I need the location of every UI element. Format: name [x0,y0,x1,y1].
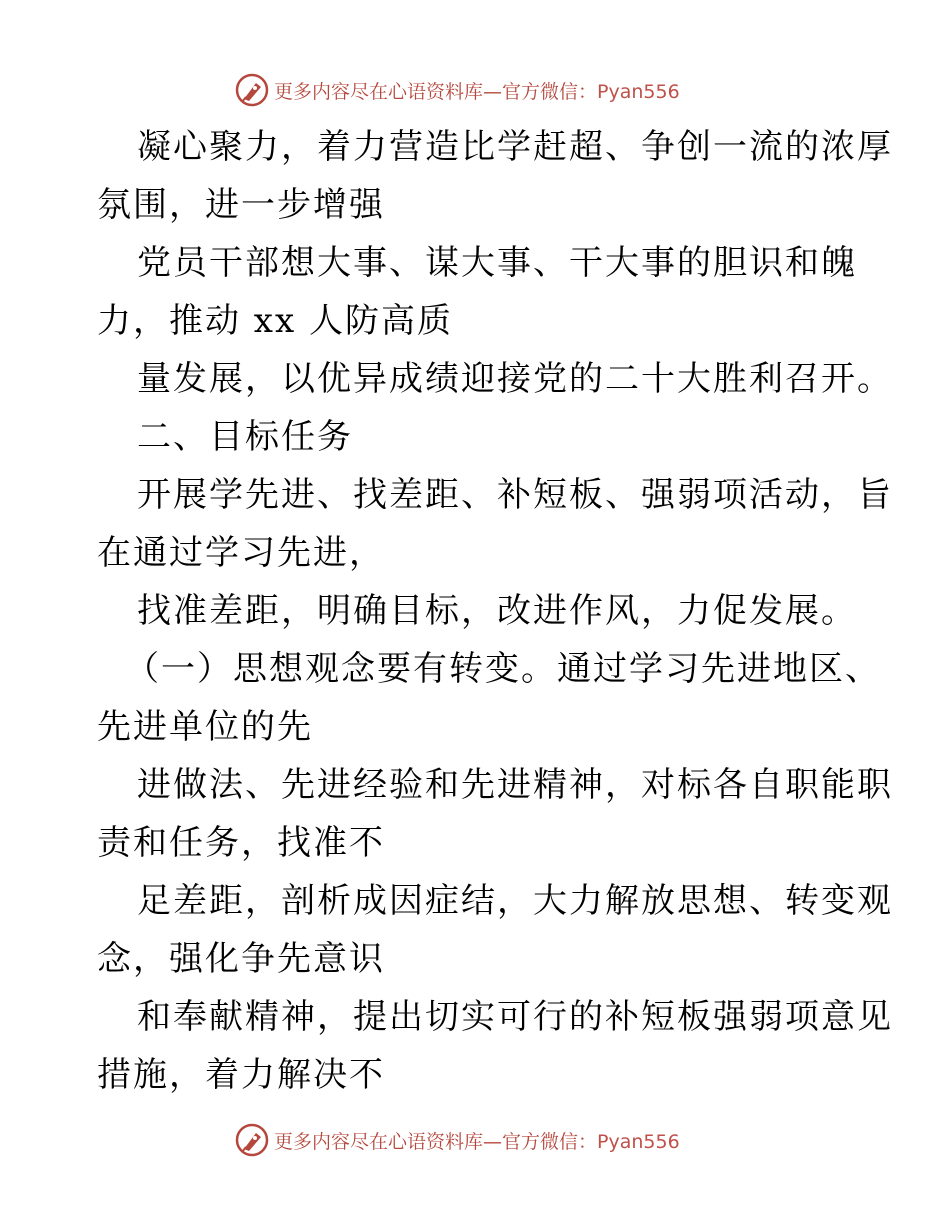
header-watermark [234,72,680,108]
paragraph-line: 进做法、先进经验和先进精神，对标各自职能职 [137,765,893,805]
paragraph-line: 和奉献精神，提出切实可行的补短板强弱项意见 [137,997,893,1037]
pen-nib-circle-icon [234,1122,270,1158]
paragraph-line: 念，强化争先意识 [97,939,385,979]
footer-watermark [234,1122,680,1158]
watermark-text: 更多内容尽在心语资料库—官方微信：Pyan556 [274,80,680,103]
paragraph-line: 量发展，以优异成绩迎接党的二十大胜利召开。 [137,359,893,399]
paragraph-line: 凝心聚力，着力营造比学赶超、争创一流的浓厚 [137,127,893,167]
watermark-text: 更多内容尽在心语资料库—官方微信：Pyan556 [274,1130,680,1153]
subsection-heading: （一）思想观念要有转变。通过学习先进地区、 [125,649,881,689]
watermark-handle: Pyan556 [597,1130,680,1153]
paragraph-line: 在通过学习先进， [97,533,385,573]
paragraph-line: 责和任务，找准不 [97,823,385,863]
paragraph-line: 措施，着力解决不 [97,1055,385,1095]
paragraph-line: 先进单位的先 [97,707,313,747]
pen-nib-circle-icon [234,72,270,108]
paragraph-line: 足差距，剖析成因症结，大力解放思想、转变观 [137,881,893,921]
document-body [97,118,893,1104]
watermark-handle: Pyan556 [597,80,680,103]
section-heading: 二、目标任务 [137,417,353,457]
paragraph-line: 力，推动 xx 人防高质 [97,301,453,341]
paragraph-line: 氛围，进一步增强 [97,185,385,225]
paragraph-line: 党员干部想大事、谋大事、干大事的胆识和魄 [137,243,857,283]
paragraph-line: 开展学先进、找差距、补短板、强弱项活动，旨 [137,475,893,515]
paragraph-line: 找准差距，明确目标，改进作风，力促发展。 [137,591,857,631]
